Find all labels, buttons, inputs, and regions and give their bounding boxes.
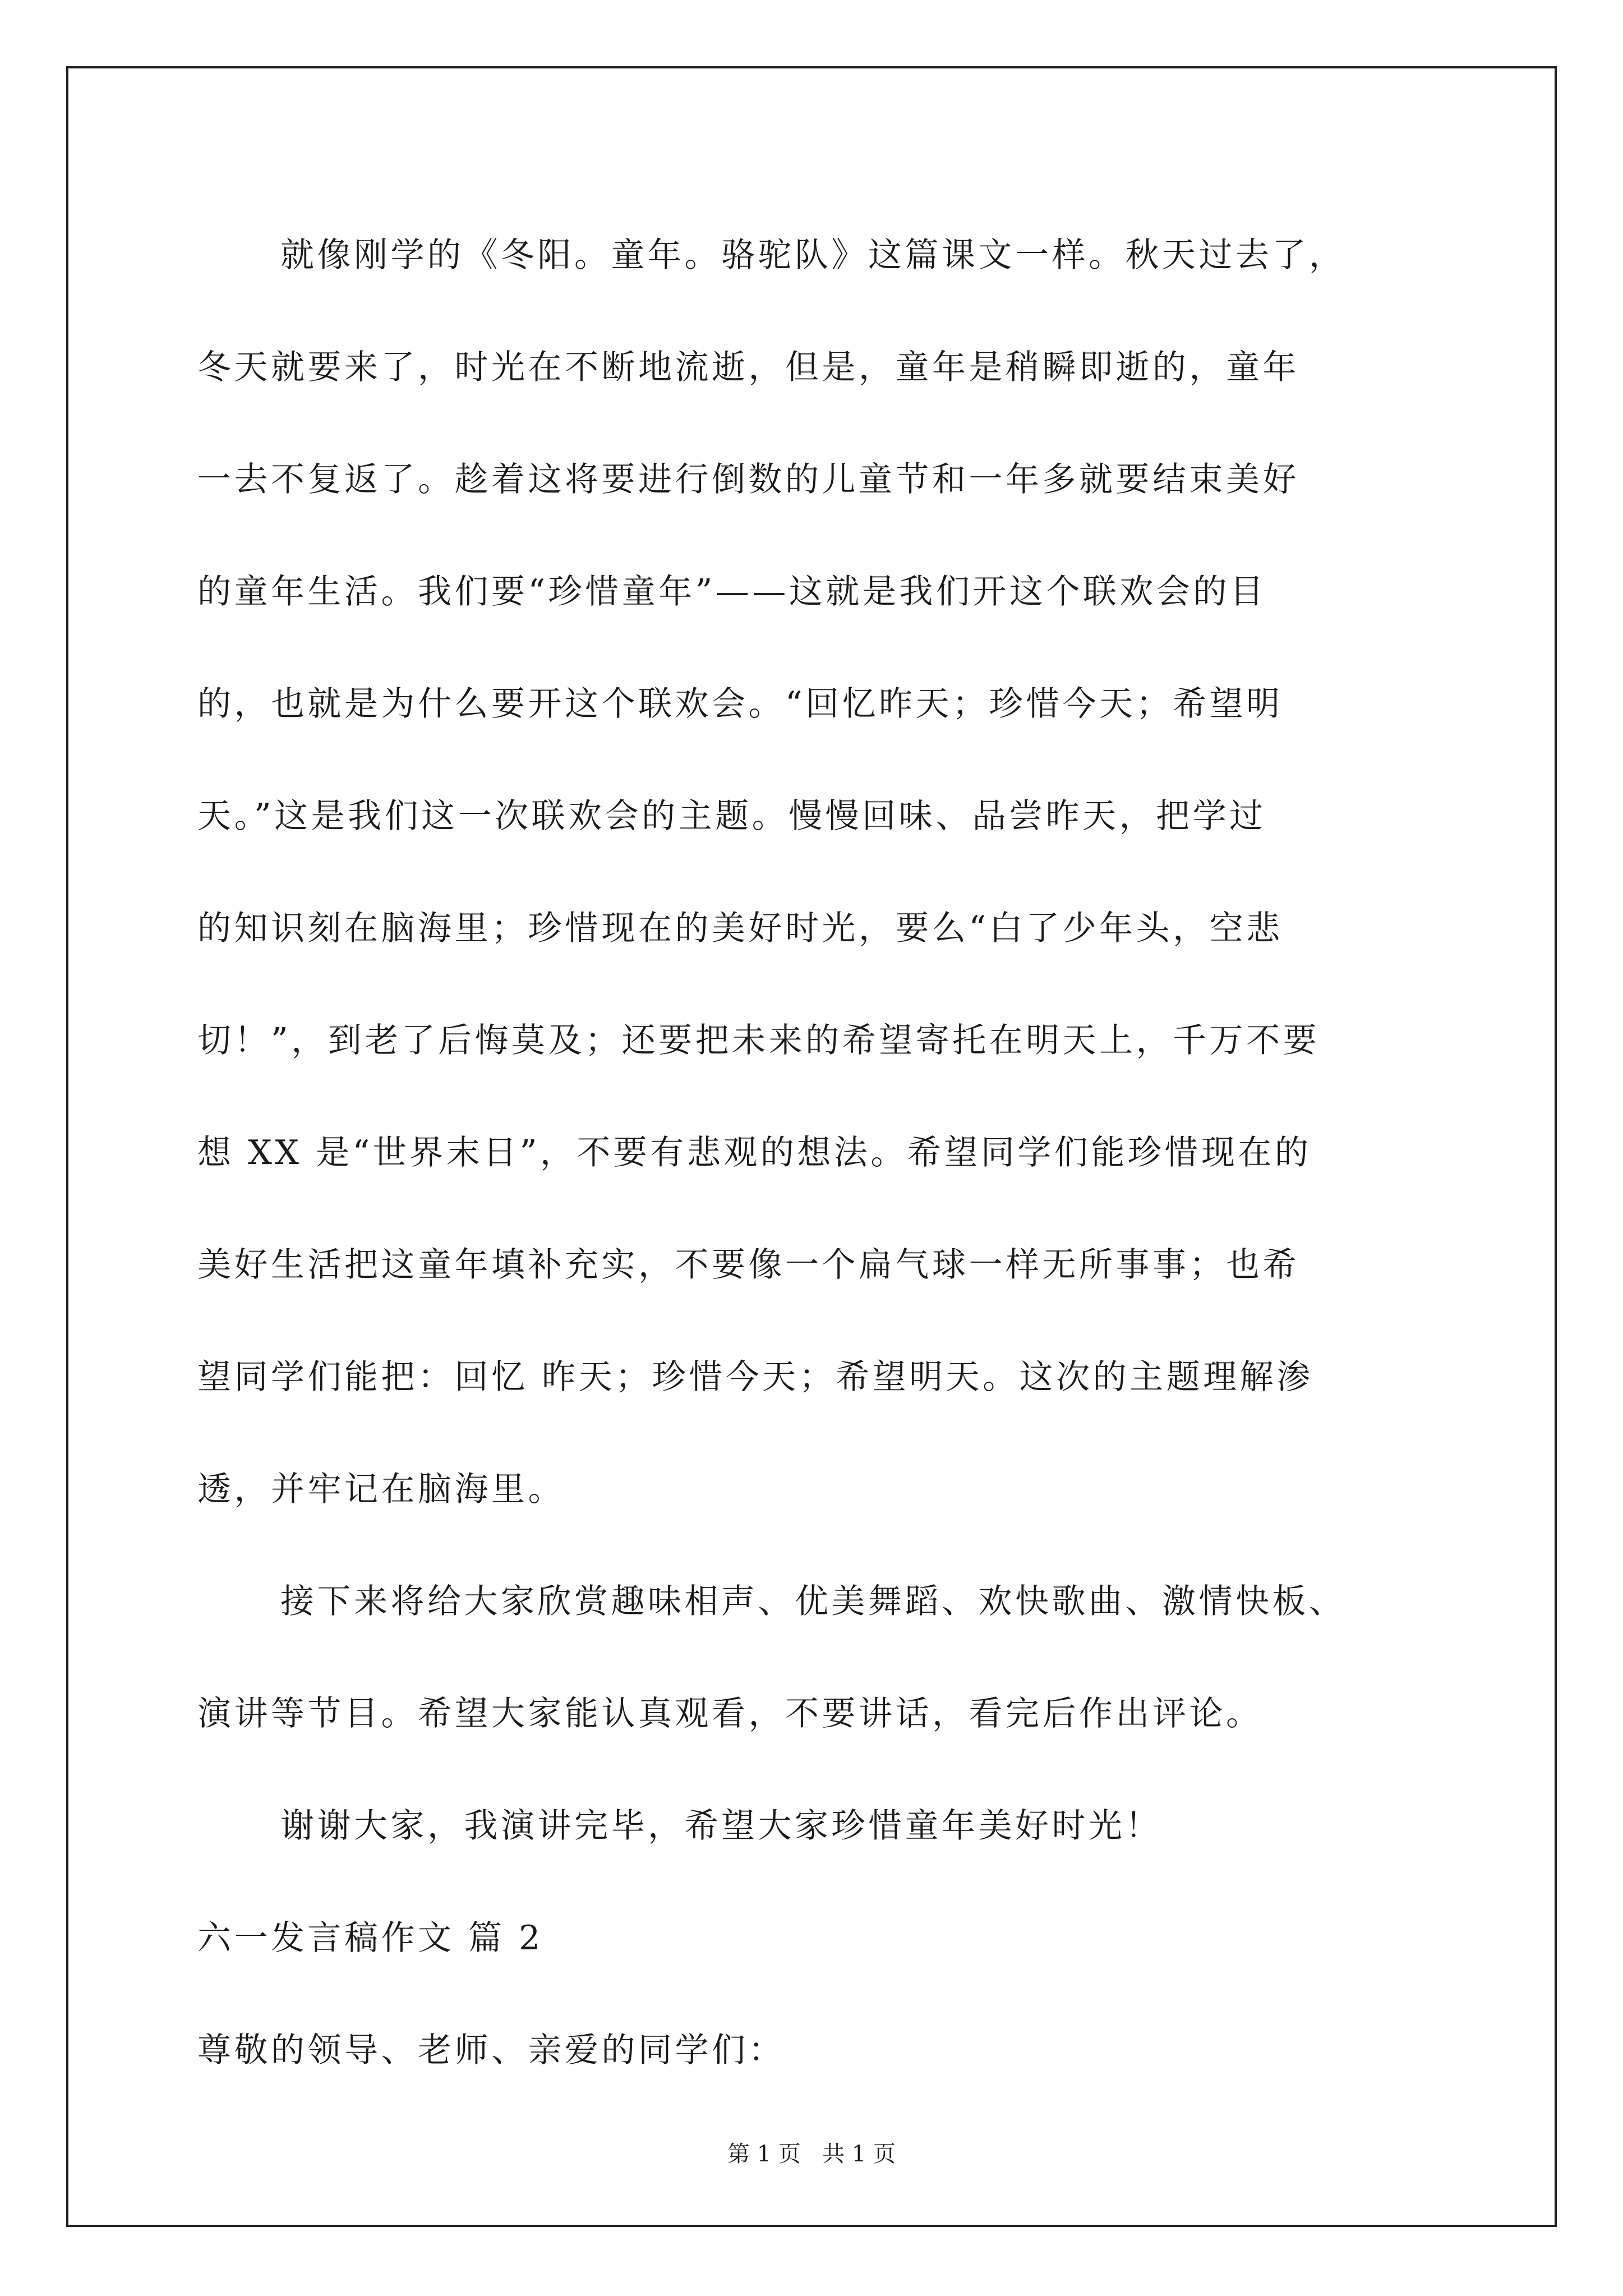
salutation-line: 尊敬的领导、老师、亲爱的同学们： (197, 2031, 785, 2070)
paragraph-line: 想 XX 是“世界末日”，不要有悲观的想法。希望同学们能珍惜现在的 (197, 1133, 1312, 1172)
paragraph-line: 一去不复返了。趁着这将要进行倒数的儿童节和一年多就要结束美好 (197, 460, 1299, 499)
paragraph-line: 的知识刻在脑海里；珍惜现在的美好时光，要么“白了少年头，空悲 (197, 909, 1283, 948)
paragraph-line: 演讲等节目。希望大家能认真观看，不要讲话，看完后作出评论。 (197, 1694, 1263, 1733)
paragraph-line: 谢谢大家，我演讲完毕，希望大家珍惜童年美好时光！ (280, 1806, 1162, 1846)
paragraph-line: 切！”，到老了后悔莫及；还要把未来的希望寄托在明天上，千万不要 (197, 1021, 1320, 1060)
paragraph-line: 就像刚学的《冬阳。童年。骆驼队》这篇课文一样。秋天过去了， (280, 236, 1346, 275)
paragraph-line: 冬天就要来了，时光在不断地流逝，但是，童年是稍瞬即逝的，童年 (197, 348, 1299, 387)
paragraph-line: 美好生活把这童年填补充实，不要像一个扁气球一样无所事事；也希 (197, 1245, 1299, 1285)
page-footer: 第 1 页 共 1 页 (727, 2141, 896, 2167)
paragraph-line: 望同学们能把：回忆 昨天；珍惜今天；希望明天。这次的主题理解渗 (197, 1358, 1313, 1397)
paragraph-line: 的童年生活。我们要“珍惜童年”——这就是我们开这个联欢会的目 (197, 572, 1267, 611)
document-body (197, 199, 1431, 2106)
paragraph-line: 接下来将给大家欣赏趣味相声、优美舞蹈、欢快歌曲、激情快板、 (280, 1582, 1346, 1621)
paragraph-line: 天。”这是我们这一次联欢会的主题。慢慢回味、品尝昨天，把学过 (197, 797, 1266, 836)
paragraph-line: 的，也就是为什么要开这个联欢会。“回忆昨天；珍惜今天；希望明 (197, 684, 1283, 724)
paragraph-line: 透，并牢记在脑海里。 (197, 1470, 565, 1509)
section-heading: 六一发言稿作文 篇 2 (197, 1918, 543, 1958)
